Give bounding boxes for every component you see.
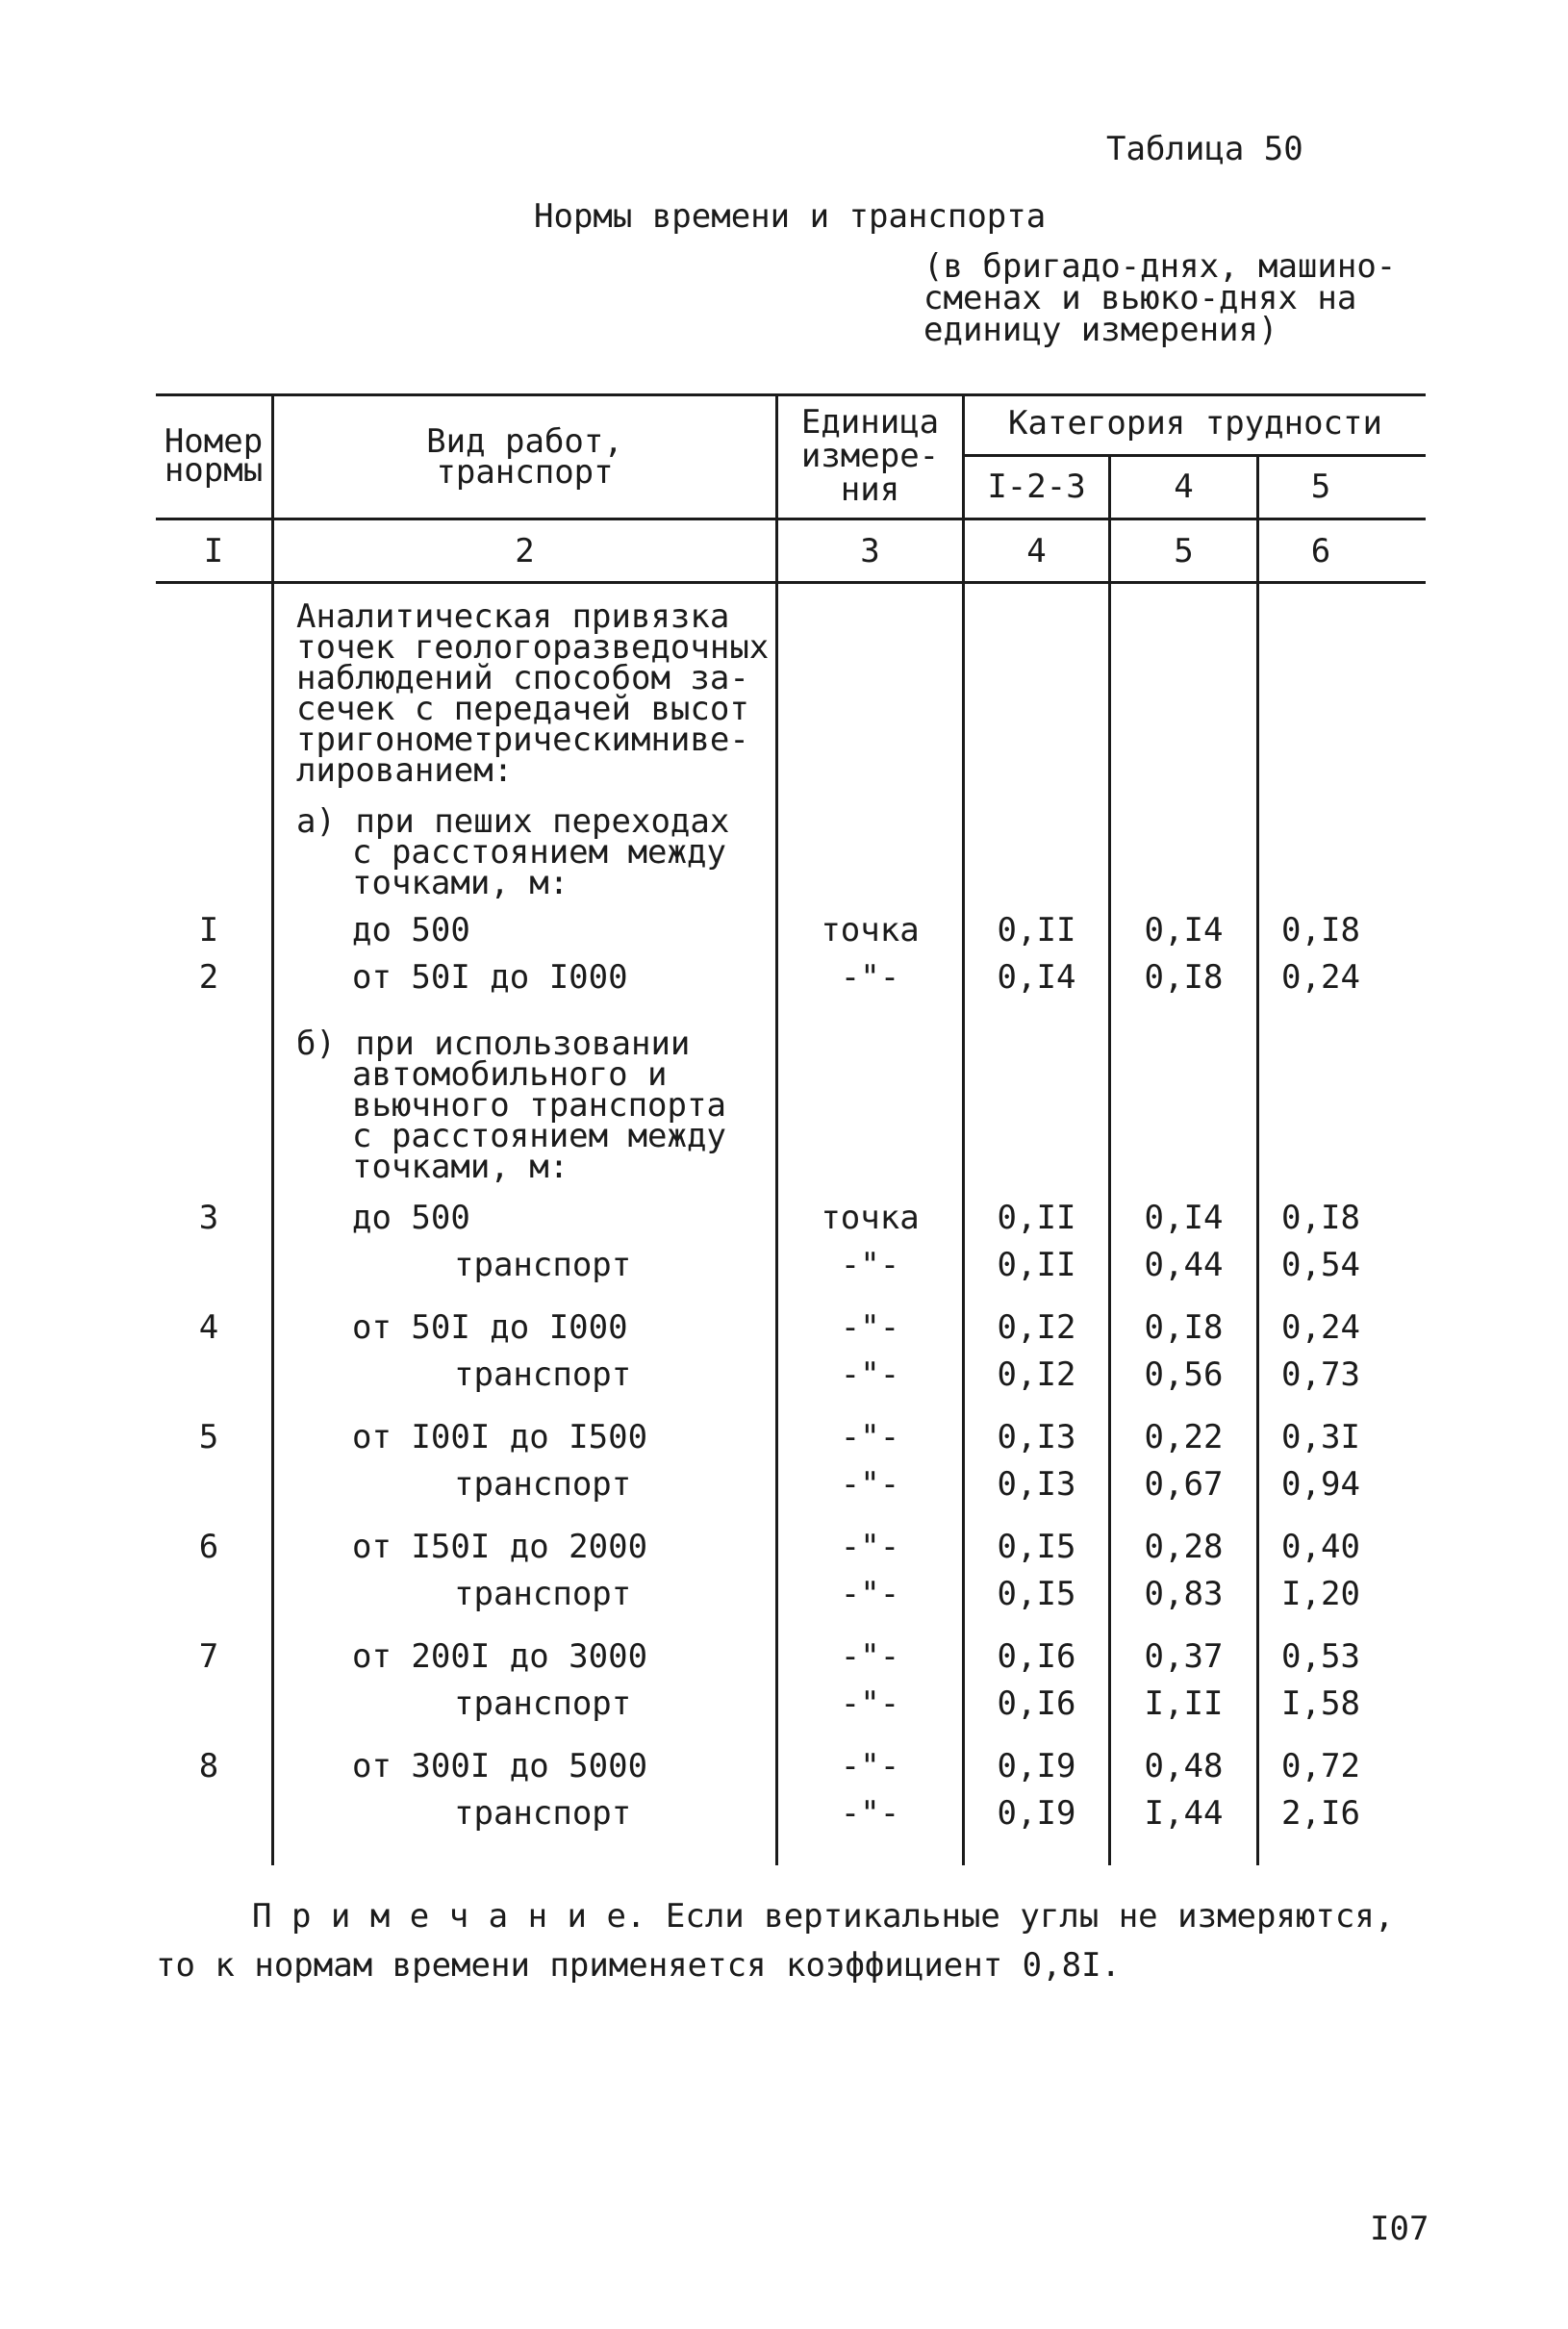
intro-line-5: тригонометрическимниве- bbox=[296, 721, 749, 759]
unit: -"- bbox=[840, 1637, 900, 1676]
column-number-6: 6 bbox=[1310, 532, 1331, 570]
norm-number: 4 bbox=[198, 1308, 219, 1347]
intro-line-1: Аналитическая привязка bbox=[296, 597, 730, 636]
section-a-line-2: с расстоянием между bbox=[352, 833, 726, 872]
value-category-5: I,20 bbox=[1281, 1575, 1360, 1613]
value-category-1-2-3: 0,I5 bbox=[997, 1575, 1076, 1613]
note-heading: П р и м е ч а н и е. bbox=[252, 1897, 646, 1936]
section-b-line-2: автомобильного и bbox=[352, 1055, 668, 1094]
unit: -"- bbox=[840, 1418, 900, 1456]
norm-number: 2 bbox=[198, 958, 219, 997]
header-category-4: 4 bbox=[1174, 468, 1194, 506]
work-type: транспорт bbox=[454, 1575, 632, 1613]
section-b-line-4: с расстоянием между bbox=[352, 1117, 726, 1155]
norm-number: 7 bbox=[198, 1637, 219, 1676]
header-norm-number-line-2: нормы bbox=[164, 451, 264, 490]
value-category-4: 0,67 bbox=[1144, 1465, 1224, 1504]
column-number-4: 4 bbox=[1026, 532, 1047, 570]
value-category-4: I,44 bbox=[1144, 1794, 1224, 1833]
value-category-1-2-3: 0,I3 bbox=[997, 1465, 1076, 1504]
value-category-4: 0,22 bbox=[1144, 1418, 1224, 1456]
unit: -"- bbox=[840, 1465, 900, 1504]
column-number-1: I bbox=[203, 532, 224, 570]
value-category-4: 0,I4 bbox=[1144, 1199, 1224, 1237]
units-note-line-3: единицу измерения) bbox=[923, 311, 1278, 349]
section-b-line-1: б) при использовании bbox=[296, 1025, 691, 1063]
unit: -"- bbox=[840, 1355, 900, 1394]
unit: -"- bbox=[840, 1794, 900, 1833]
header-work-type-line-2: транспорт bbox=[436, 453, 614, 492]
units-note-line-1: (в бригадо-днях, машино- bbox=[923, 247, 1397, 286]
value-category-5: 0,40 bbox=[1281, 1528, 1360, 1566]
value-category-4: 0,37 bbox=[1144, 1637, 1224, 1676]
value-category-5: 2,I6 bbox=[1281, 1794, 1360, 1833]
work-type: до 500 bbox=[352, 1199, 470, 1237]
value-category-1-2-3: 0,I4 bbox=[997, 958, 1076, 997]
header-norm-number-line-1: Номер bbox=[164, 422, 264, 461]
header-difficulty-category: Категория трудности bbox=[1008, 404, 1382, 443]
value-category-1-2-3: 0,I6 bbox=[997, 1637, 1076, 1676]
work-type: до 500 bbox=[352, 911, 470, 949]
page-number: I07 bbox=[1370, 2210, 1429, 2248]
value-category-4: I,II bbox=[1144, 1684, 1224, 1723]
header-unit-line-1: Единица bbox=[800, 403, 940, 442]
value-category-5: 0,73 bbox=[1281, 1355, 1360, 1394]
intro-line-2: точек геологоразведочных bbox=[296, 628, 770, 667]
value-category-5: 0,53 bbox=[1281, 1637, 1360, 1676]
norm-number: 5 bbox=[198, 1418, 219, 1456]
unit: точка bbox=[821, 1199, 920, 1237]
unit: -"- bbox=[840, 958, 900, 997]
work-type: от 200I до 3000 bbox=[352, 1637, 648, 1676]
value-category-5: 0,72 bbox=[1281, 1747, 1360, 1785]
work-type: транспорт bbox=[454, 1684, 632, 1723]
unit: -"- bbox=[840, 1684, 900, 1723]
value-category-5: 0,24 bbox=[1281, 958, 1360, 997]
work-type: от I00I до I500 bbox=[352, 1418, 648, 1456]
unit: -"- bbox=[840, 1575, 900, 1613]
norm-number: 6 bbox=[198, 1528, 219, 1566]
section-b-line-3: вьючного транспорта bbox=[352, 1086, 726, 1125]
value-category-5: 0,24 bbox=[1281, 1308, 1360, 1347]
unit: точка bbox=[821, 911, 920, 949]
value-category-5: 0,I8 bbox=[1281, 911, 1360, 949]
value-category-4: 0,48 bbox=[1144, 1747, 1224, 1785]
value-category-4: 0,28 bbox=[1144, 1528, 1224, 1566]
units-note-line-2: сменах и вьюко-днях на bbox=[923, 279, 1357, 317]
norm-number: 8 bbox=[198, 1747, 219, 1785]
column-number-2: 2 bbox=[515, 532, 535, 570]
value-category-4: 0,56 bbox=[1144, 1355, 1224, 1394]
note-line-1 bbox=[252, 1897, 1395, 1936]
value-category-4: 0,I4 bbox=[1144, 911, 1224, 949]
work-type: от 50I до I000 bbox=[352, 1308, 628, 1347]
column-number-5: 5 bbox=[1174, 532, 1194, 570]
work-type: транспорт bbox=[454, 1465, 632, 1504]
work-type: от I50I до 2000 bbox=[352, 1528, 648, 1566]
value-category-4: 0,I8 bbox=[1144, 958, 1224, 997]
value-category-1-2-3: 0,I6 bbox=[997, 1684, 1076, 1723]
value-category-1-2-3: 0,I9 bbox=[997, 1747, 1076, 1785]
value-category-4: 0,83 bbox=[1144, 1575, 1224, 1613]
value-category-1-2-3: 0,I9 bbox=[997, 1794, 1076, 1833]
unit: -"- bbox=[840, 1528, 900, 1566]
table-label: Таблица 50 bbox=[1106, 130, 1303, 168]
work-type: транспорт bbox=[454, 1794, 632, 1833]
column-number-3: 3 bbox=[860, 532, 880, 570]
intro-line-4: сечек с передачей высот bbox=[296, 690, 749, 728]
norm-number: I bbox=[198, 911, 219, 949]
header-category-1-2-3: I-2-3 bbox=[987, 468, 1086, 506]
section-b-line-5: точками, м: bbox=[352, 1148, 569, 1186]
section-a-line-3: точками, м: bbox=[352, 864, 569, 902]
header-category-5: 5 bbox=[1310, 468, 1331, 506]
value-category-5: 0,94 bbox=[1281, 1465, 1360, 1504]
work-type: от 50I до I000 bbox=[352, 958, 628, 997]
value-category-4: 0,44 bbox=[1144, 1246, 1224, 1284]
value-category-1-2-3: 0,II bbox=[997, 1246, 1076, 1284]
header-work-type-line-1: Вид работ, bbox=[426, 422, 623, 461]
header-unit-line-2: измере- bbox=[800, 437, 940, 475]
note-text-start: Если вертикальные углы не измеряются, bbox=[665, 1897, 1395, 1936]
intro-line-6: лированием: bbox=[296, 751, 514, 790]
value-category-1-2-3: 0,I2 bbox=[997, 1308, 1076, 1347]
unit: -"- bbox=[840, 1246, 900, 1284]
note-line-2: то к нормам времени применяется коэффициент 0,8I. bbox=[156, 1946, 1122, 1985]
value-category-5: 0,54 bbox=[1281, 1246, 1360, 1284]
norm-number: 3 bbox=[198, 1199, 219, 1237]
value-category-1-2-3: 0,II bbox=[997, 911, 1076, 949]
value-category-1-2-3: 0,I5 bbox=[997, 1528, 1076, 1566]
value-category-4: 0,I8 bbox=[1144, 1308, 1224, 1347]
unit: -"- bbox=[840, 1747, 900, 1785]
work-type: от 300I до 5000 bbox=[352, 1747, 648, 1785]
work-type: транспорт bbox=[454, 1246, 632, 1284]
header-unit-line-3: ния bbox=[840, 470, 900, 509]
value-category-5: 0,I8 bbox=[1281, 1199, 1360, 1237]
value-category-1-2-3: 0,I3 bbox=[997, 1418, 1076, 1456]
work-type: транспорт bbox=[454, 1355, 632, 1394]
intro-line-3: наблюдений способом за- bbox=[296, 659, 749, 697]
value-category-5: 0,3I bbox=[1281, 1418, 1360, 1456]
value-category-5: I,58 bbox=[1281, 1684, 1360, 1723]
value-category-1-2-3: 0,II bbox=[997, 1199, 1076, 1237]
unit: -"- bbox=[840, 1308, 900, 1347]
table-title: Нормы времени и транспорта bbox=[534, 197, 1047, 236]
value-category-1-2-3: 0,I2 bbox=[997, 1355, 1076, 1394]
section-a-line-1: а) при пеших переходах bbox=[296, 802, 730, 841]
